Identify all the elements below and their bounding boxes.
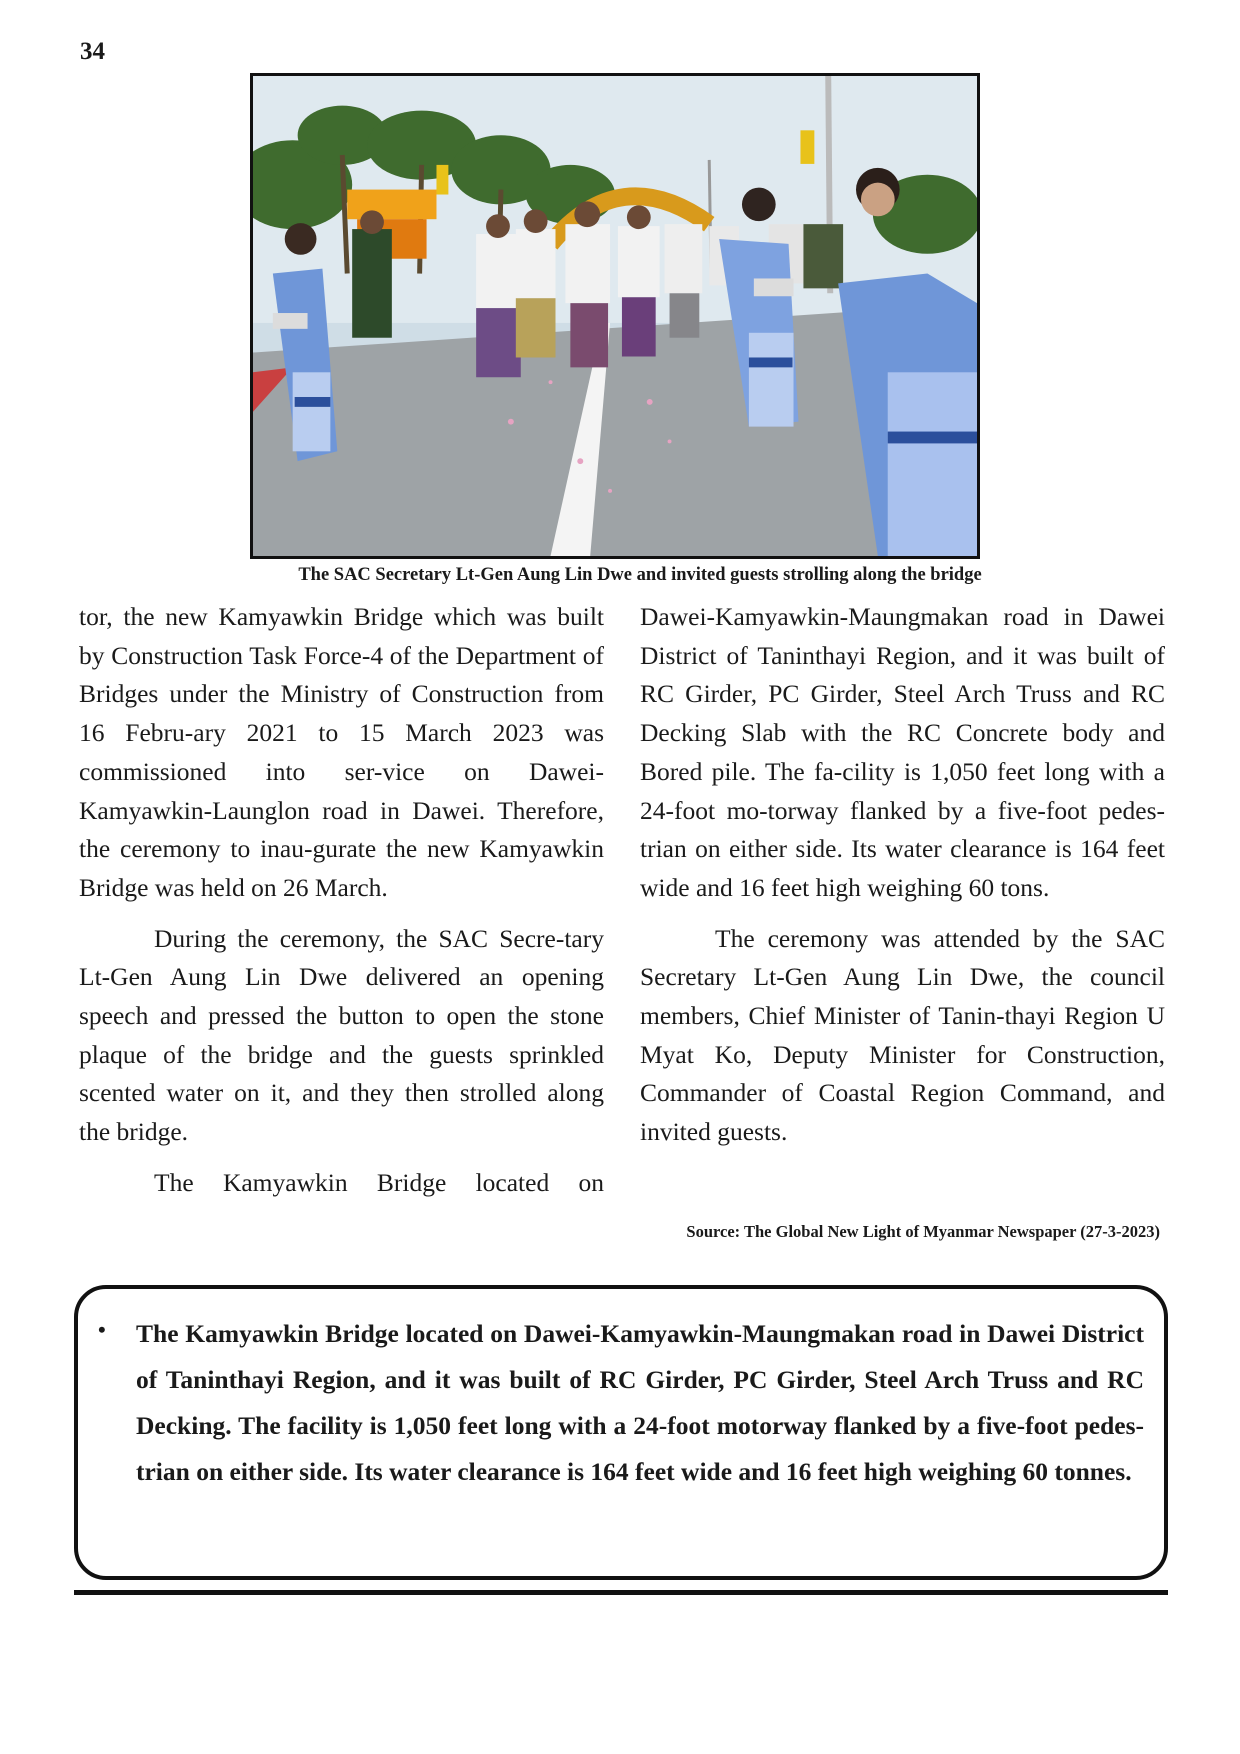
article-right-column <box>640 598 1165 1164</box>
summary-box <box>74 1285 1168 1580</box>
bottom-divider <box>74 1590 1168 1595</box>
article-left-column <box>79 598 604 1215</box>
ceremony-photo-illustration <box>253 76 977 556</box>
article-paragraph: Dawei-Kamyawkin-Maungmakan road in Dawei District of Taninthayi Region, and it was built of RC Girder, PC Girder, Steel Arch Truss and RC Decking Slab with the RC Concrete body and Bored pile. The fa-cility is 1,050 feet long with a 24-foot mo-torway flanked by a five-foot pedes-trian on either side. Its water clearance is 164 feet wide and 16 feet high weighing 60 tons. <box>640 602 1165 902</box>
bullet-icon: • <box>98 1317 106 1342</box>
article-paragraph: tor, the new Kamyawkin Bridge which was built by Construction Task Force-4 of the Department of Bridges under the Ministry of Construction from 16 Febru-ary 2021 to 15 March 2023 was commissioned into ser-vice on Dawei-Kamyawkin-Launglon road in Dawei. Therefore, the ceremony to inau-gurate the new Kamyawkin Bridge was held on 26 March. <box>79 602 604 902</box>
photo-caption: The SAC Secretary Lt-Gen Aung Lin Dwe and invited guests strolling along the bridge <box>298 565 982 585</box>
ceremony-photo <box>250 73 980 559</box>
page-number: 34 <box>80 38 105 65</box>
article-paragraph: The Kamyawkin Bridge located on <box>154 1167 604 1197</box>
article-paragraph: The ceremony was attended by the SAC Secretary Lt-Gen Aung Lin Dwe, the council members, Chief Minister of Tanin-thayi Region U Myat Ko, Deputy Minister for Construction, Commander of Coastal Region Command, and invited guests. <box>640 923 1165 1147</box>
summary-text: The Kamyawkin Bridge located on Dawei-Kamyawkin-Maungmakan road in Dawei District of Taninthayi Region, and it was built of RC Girder, PC Girder, Steel Arch Truss and RC Decking. The facility is 1,050 feet long with a 24-foot motorway flanked by a five-foot pedes-trian on either side. Its water clearance is 164 feet wide and 16 feet high weighing 60 tonnes. <box>136 1319 1144 1486</box>
article-paragraph: During the ceremony, the SAC Secre-tary Lt-Gen Aung Lin Dwe delivered an opening speech and pressed the button to open the stone plaque of the bridge and the guests sprinkled scented water on it, and they then strolled along the bridge. <box>79 923 604 1147</box>
source-citation: Source: The Global New Light of Myanmar Newspaper (27-3-2023) <box>686 1222 1160 1241</box>
